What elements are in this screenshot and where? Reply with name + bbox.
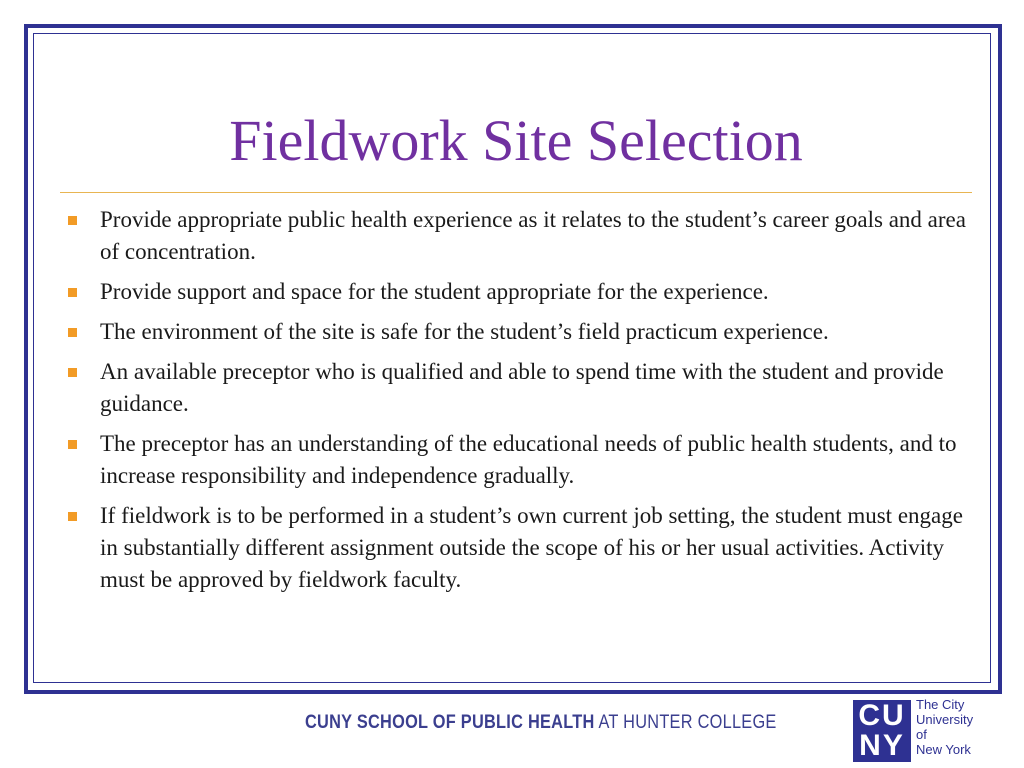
bullet-text: Provide appropriate public health experience as it relates to the student’s career goals and area of concentration. (100, 207, 966, 264)
logo-line: University (916, 712, 974, 727)
logo-line: The City (916, 697, 965, 712)
school-name-bold: CUNY SCHOOL OF PUBLIC HEALTH (305, 712, 595, 733)
slide-title: Fieldwork Site Selection (229, 108, 803, 173)
square-bullet-icon (68, 512, 77, 521)
bullet-item (60, 428, 972, 492)
logo-mark-top: CU (858, 699, 906, 732)
square-bullet-icon (68, 288, 77, 297)
square-bullet-icon (68, 368, 77, 377)
school-name-footer (305, 712, 777, 734)
bullet-text: An available preceptor who is qualified and able to spend time with the student and provide guidance. (100, 359, 944, 416)
square-bullet-icon (68, 328, 77, 337)
bullet-text: The preceptor has an understanding of the educational needs of public health students, and to increase responsibility and independence gradually. (100, 431, 957, 488)
logo-line: of (916, 727, 927, 742)
cuny-logo-text (916, 697, 973, 757)
square-bullet-icon (68, 216, 77, 225)
bullet-item (60, 276, 972, 308)
bullet-item (60, 500, 972, 596)
bullet-item (60, 204, 972, 268)
bullet-list (60, 204, 972, 604)
bullet-text: If fieldwork is to be performed in a student’s own current job setting, the student must engage in substantially different assignment outside the scope of his or her usual activities. Activity must be approved by fieldwork faculty. (100, 503, 963, 592)
cuny-logo-mark (853, 700, 911, 762)
logo-mark-bottom: NY (859, 729, 905, 762)
bullet-text: Provide support and space for the student appropriate for the experience. (100, 279, 769, 304)
title-divider (60, 192, 972, 193)
logo-line: New York (916, 742, 971, 757)
bullet-item (60, 316, 972, 348)
bullet-item (60, 356, 972, 420)
school-name-rest: AT HUNTER COLLEGE (594, 712, 777, 733)
square-bullet-icon (68, 440, 77, 449)
bullet-text: The environment of the site is safe for the student’s field practicum experience. (100, 319, 829, 344)
